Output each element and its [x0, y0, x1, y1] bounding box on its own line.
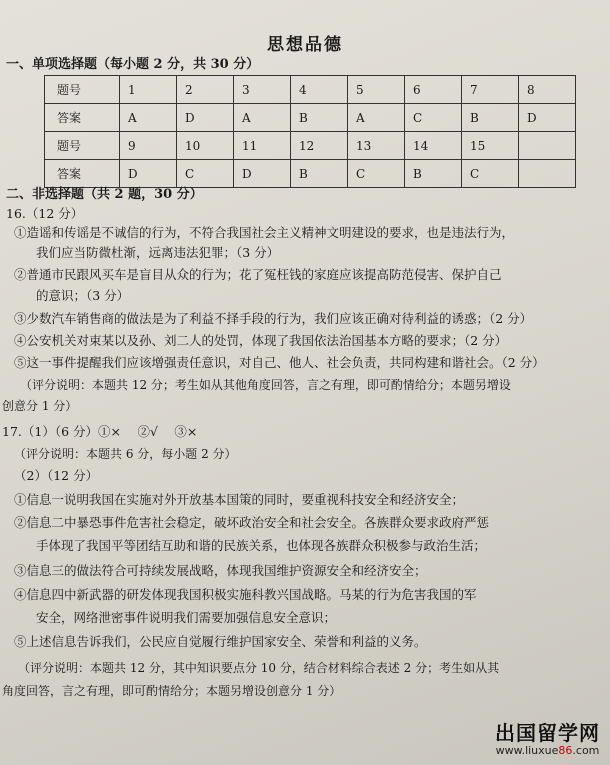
q17-scoring-note: （评分说明：本题共 12 分，其中知识要点分 10 分，结合材料综合表述 2 分；考生如从其: [18, 661, 500, 675]
answer-table-cell: 12: [291, 132, 348, 160]
section1-heading: 一、单项选择题（每小题 2 分，共 30 分）: [6, 57, 260, 72]
answer-table-cell: B: [462, 104, 519, 132]
answer-table-row: [45, 104, 576, 132]
answer-table-row-label: 答案: [45, 160, 120, 188]
answer-table-cell: 3: [234, 76, 291, 104]
answer-table-cell: B: [291, 160, 348, 188]
answer-table-cell: C: [405, 104, 462, 132]
q16-header: 16.（12 分）: [6, 206, 84, 221]
answer-table-cell: D: [234, 160, 291, 188]
answer-table-cell: 10: [177, 132, 234, 160]
answer-table-cell: 8: [519, 76, 576, 104]
q16-line: ④公安机关对束某以及孙、刘二人的处罚，体现了我国依法治国基本方略的要求；（2 分）: [14, 333, 508, 348]
q17-part2-header: （2）（12 分）: [14, 468, 99, 483]
answer-table-cell: 14: [405, 132, 462, 160]
answer-table-cell: D: [519, 104, 576, 132]
answer-table-cell: C: [348, 160, 405, 188]
q17-line: 手体现了我国平等团结互助和谐的民族关系，也体现各族群众积极参与政治生活；: [36, 538, 487, 553]
q17-part1-note: （评分说明：本题共 6 分，每小题 2 分）: [14, 447, 237, 461]
answer-table-cell: [519, 132, 576, 160]
answer-table-row: [45, 132, 576, 160]
q17-line: ②信息二中暴恐事件危害社会稳定，破坏政治安全和社会安全。各族群众要求政府严惩: [14, 515, 490, 530]
q16-line: ③少数汽车销售商的做法是为了利益不择手段的行为，我们应该正确对待利益的诱惑；（2 分）: [14, 311, 533, 326]
q16-line: ①造谣和传谣是不诚信的行为，不符合我国社会主义精神文明建设的要求，也是违法行为，: [14, 225, 515, 240]
answer-table-cell: D: [177, 104, 234, 132]
answer-table-cell: B: [291, 104, 348, 132]
answer-table-cell: 6: [405, 76, 462, 104]
answer-table-cell: C: [462, 160, 519, 188]
answer-table-cell: 4: [291, 76, 348, 104]
q17-line: ①信息一说明我国在实施对外开放基本国策的同时，要重视科技安全和经济安全；: [14, 492, 465, 507]
answer-table-cell: C: [177, 160, 234, 188]
answer-table-cell: 1: [120, 76, 177, 104]
watermark-name: 出国留学网: [495, 721, 600, 745]
q16-line: 的意识；（3 分）: [36, 288, 130, 303]
answer-table-cell: 7: [462, 76, 519, 104]
q16-scoring-note: 创意分 1 分）: [2, 399, 78, 413]
answer-table-cell: 5: [348, 76, 405, 104]
answer-table-cell: A: [348, 104, 405, 132]
answer-table-cell: B: [405, 160, 462, 188]
answer-table-cell: 13: [348, 132, 405, 160]
q17-line: ③信息三的做法符合可持续发展战略，体现我国维护资源安全和经济安全；: [14, 563, 427, 578]
answer-table-cell: [519, 160, 576, 188]
q17-line: 安全，网络泄密事件说明我们需要加强信息安全意识；: [36, 610, 337, 625]
section2-heading: 二、非选择题（共 2 题，30 分）: [6, 187, 203, 202]
answer-table-cell: 9: [120, 132, 177, 160]
answer-table-cell: 2: [177, 76, 234, 104]
answer-table-cell: 11: [234, 132, 291, 160]
page-title: 思想品德: [267, 35, 343, 55]
answer-table-row-label: 答案: [45, 104, 120, 132]
q17-part1: 17.（1）（6 分）①× ②√ ③×: [2, 424, 198, 439]
q16-scoring-note: （评分说明：本题共 12 分；考生如从其他角度回答，言之有理，即可酌情给分；本题另增设: [20, 378, 511, 392]
q17-line: ④信息四中新武器的研发体现我国积极实施科教兴国战略。马某的行为危害我国的军: [14, 587, 477, 602]
answer-table-cell: D: [120, 160, 177, 188]
q16-line: 我们应当防微杜渐，远离违法犯罪；（3 分）: [36, 245, 280, 260]
site-watermark: [495, 717, 600, 757]
answer-table-cell: A: [234, 104, 291, 132]
answer-table-cell: 15: [462, 132, 519, 160]
answer-table-row: [45, 76, 576, 104]
watermark-url: www.liuxue86.com: [495, 744, 600, 757]
q16-line: ⑤这一事件提醒我们应该增强责任意识，对自己、他人、社会负责，共同构建和谐社会。（2 分）: [14, 355, 545, 370]
q17-line: ⑤上述信息告诉我们，公民应自觉履行维护国家安全、荣誉和利益的义务。: [14, 634, 427, 649]
answer-table-cell: A: [120, 104, 177, 132]
answer-table-row-label: 题号: [45, 76, 120, 104]
q17-scoring-note: 角度回答，言之有理，即可酌情给分；本题另增设创意分 1 分）: [2, 684, 342, 698]
answer-table-row-label: 题号: [45, 132, 120, 160]
q16-line: ②普通市民跟风买车是盲目从众的行为；花了冤枉钱的家庭应该提高防范侵害、保护自己: [14, 267, 502, 282]
answer-table: [44, 75, 576, 188]
